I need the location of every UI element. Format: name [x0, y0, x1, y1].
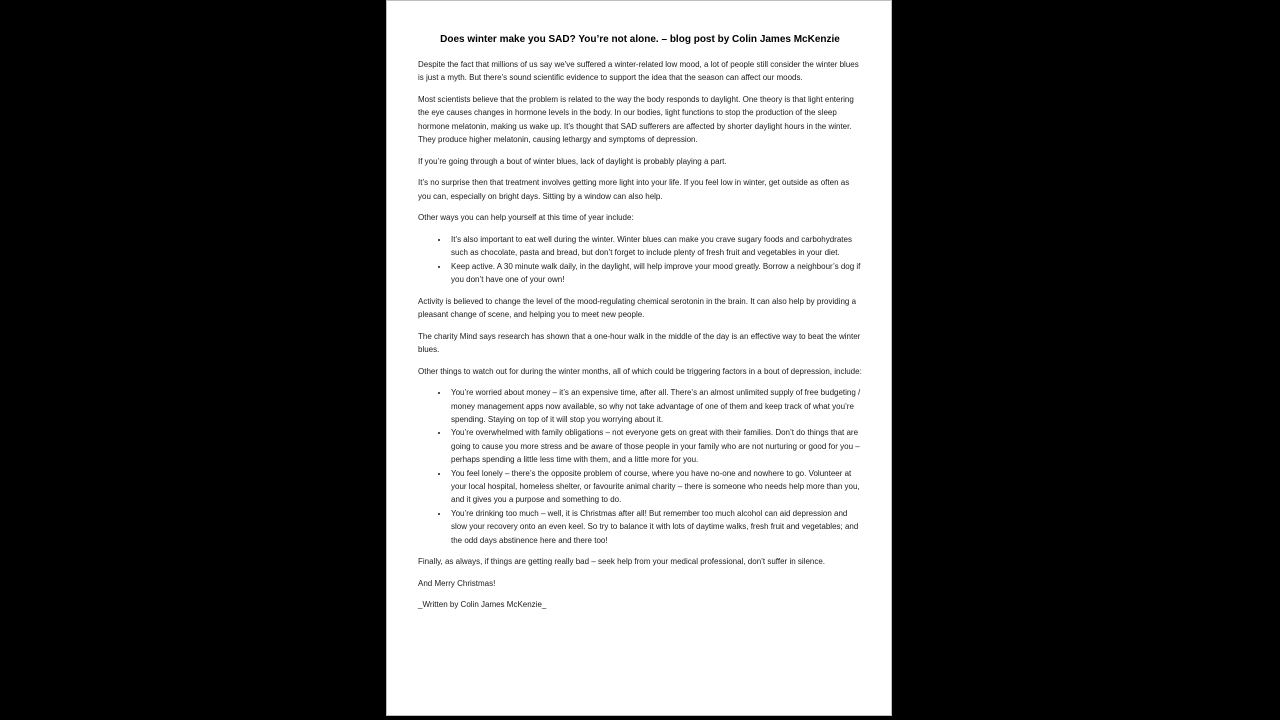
paragraph: Other things to watch out for during the winter months, all of which could be triggering factors in a bout of depression, include:: [418, 366, 862, 376]
list-item: • You’re worried about money – it’s an expensive time, after all. There’s an almost unlimited supply of free budgeting / money management apps now available, so why not take advantage of one of them and keep track of what you’re spending. Staying on top of it will stop you worrying about it.: [449, 386, 862, 426]
bullet-list: [418, 386, 862, 547]
bullet-list: [418, 233, 862, 287]
paragraph: The charity Mind says research has shown that a one-hour walk in the middle of the day is an effective way to beat the winter blues.: [418, 331, 861, 355]
list-item: • You’re overwhelmed with family obligations – not everyone gets on great with their families. Don’t do things that are going to cause you more stress and be aware of those people in your family who are not nurturing or good for you – perhaps spending a little less time with them, and a little more for you.: [449, 426, 862, 466]
list-item: • It’s also important to eat well during the winter. Winter blues can make you crave sugary foods and carbohydrates such as chocolate, pasta and bread, but don’t forget to include plenty of fresh fruit and vegetables in your diet.: [449, 233, 862, 260]
signature: _Written by Colin James McKenzie_: [418, 600, 547, 610]
paragraph: Finally, as always, if things are getting really bad – seek help from your medical professional, don’t suffer in silence.: [418, 557, 826, 567]
paragraph: Activity is believed to change the level of the mood-regulating chemical serotonin in the brain. It can also help by providing a pleasant change of scene, and helping you to meet new people.: [418, 296, 857, 320]
paragraph: It’s no surprise then that treatment involves getting more light into your life. If you feel low in winter, get outside as often as you can, especially on bright days. Sitting by a window can also help.: [418, 178, 850, 201]
document-title: Does winter make you SAD? You’re not alone. – blog post by Colin James McKenzie: [440, 34, 840, 45]
paragraph: Other ways you can help yourself at this time of year include:: [418, 213, 634, 223]
document-page: [386, 0, 892, 716]
paragraph: Most scientists believe that the problem is related to the way the body responds to daylight. One theory is that light entering the eye causes changes in hormone levels in the body. In our bodies, light functions to stop the production of the sleep hormone melatonin, making us wake up. It’s thought that SAD sufferers are affected by shorter daylight hours in the winter. They produce higher melatonin, causing lethargy and symptoms of depression.: [418, 95, 854, 145]
list-item: • You feel lonely – there’s the opposite problem of course, where you have no-one and nowhere to go. Volunteer at your local hospital, homeless shelter, or favourite animal charity – there is someone who needs help more than you, and it gives you a purpose and something to do.: [449, 467, 862, 507]
document-body: [418, 34, 862, 612]
paragraph: If you’re going through a bout of winter blues, lack of daylight is probably playing a part.: [418, 156, 727, 166]
paragraph: Despite the fact that millions of us say we've suffered a winter-related low mood, a lot of people still consider the winter blues is just a myth. But there's sound scientific evidence to support the idea that the season can affect our moods.: [418, 60, 859, 83]
paragraph: And Merry Christmas!: [418, 578, 496, 588]
list-item: • Keep active. A 30 minute walk daily, in the daylight, will help improve your mood greatly. Borrow a neighbour’s dog if you don’t have one of your own!: [449, 260, 862, 287]
list-item: • You’re drinking too much – well, it is Christmas after all! But remember too much alcohol can aid depression and slow your recovery onto an even keel. So try to balance it with lots of daytime walks, fresh fruit and vegetables; and the odd days abstinence here and there too!: [449, 507, 862, 547]
